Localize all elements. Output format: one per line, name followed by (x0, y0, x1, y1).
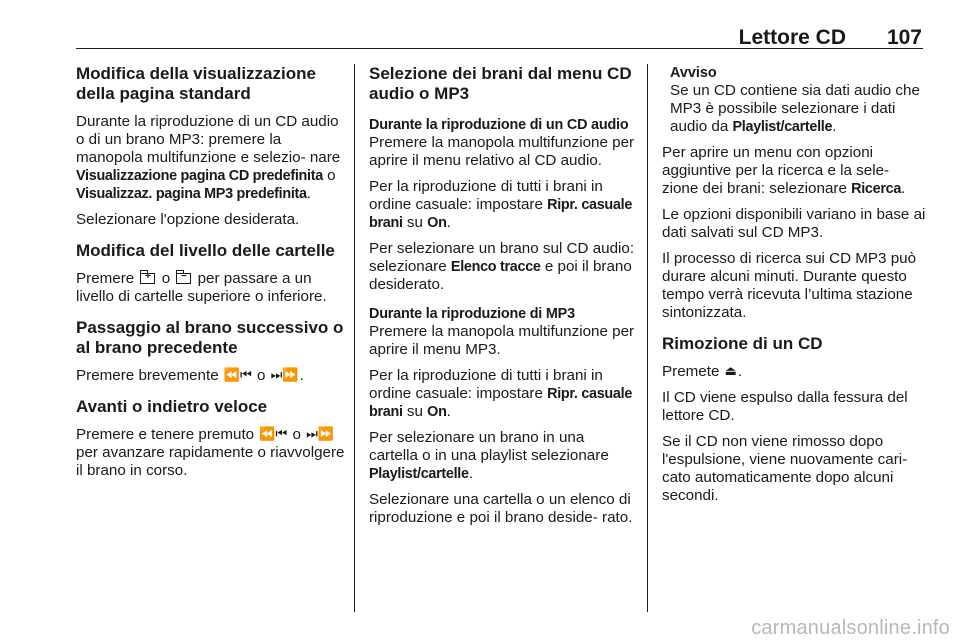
page-header (76, 14, 923, 49)
paragraph: Il processo di ricerca sui CD MP3 può durare alcuni minuti. Durante questo tempo verrà ricevuta l’ultima stazione sintonizzata. (662, 250, 917, 321)
paragraph: Per aprire un menu con opzioni aggiuntive per la ricerca e la sele- zione dei brani: selezionare Ricerca. (662, 144, 906, 197)
note-title: Avviso (670, 65, 717, 81)
paragraph: Le opzioni disponibili variano in base ai dati salvati sul CD MP3. (662, 206, 926, 241)
paragraph: Premere brevemente ⏪⏮ o ⏭⏩. (76, 367, 304, 384)
subsection-title: Durante la riproduzione di un CD audio (369, 117, 629, 133)
skip-back-icon: ⏪⏮ (223, 367, 252, 382)
eject-icon: ⏏ (724, 363, 737, 378)
paragraph: Per la riproduzione di tutti i brani in ordine casuale: impostare Ripr. casuale brani su On. (369, 178, 633, 231)
header-title: Lettore CD (738, 26, 846, 49)
note-text: Se un CD contiene sia dati audio che MP3 è possibile selezionare i dati audio da Playlist/cartelle. (670, 82, 920, 135)
note-box (662, 64, 926, 136)
column-divider (647, 64, 648, 612)
section-title: Avanti o indietro veloce (76, 397, 268, 416)
section-title: Selezione dei brani dal menu CD audio o MP3 (369, 64, 632, 103)
paragraph: Il CD viene espulso dalla fessura del lettore CD. (662, 389, 908, 424)
paragraph: Premere + o − per passare a un livello di cartelle superiore o inferiore. (76, 270, 327, 305)
section-title: Modifica della visualizzazione della pagina standard (76, 64, 316, 103)
folder-down-icon: − (176, 273, 191, 284)
page-number: 107 (886, 26, 922, 49)
watermark: carmanualsonline.info (751, 617, 950, 639)
section-title: Passaggio al brano successivo o al brano precedente (76, 318, 344, 357)
paragraph: Premere e tenere premuto ⏪⏮ o ⏭⏩ per avanzare rapidamente o riavvolgere il brano in corso. (76, 426, 345, 479)
paragraph: Se il CD non viene rimosso dopo l'espulsione, viene nuovamente cari- cato automaticamente dopo alcuni secondi. (662, 433, 908, 504)
paragraph: Selezionare l'opzione desiderata. (76, 211, 300, 228)
column-divider (354, 64, 355, 612)
skip-back-icon: ⏪⏮ (259, 426, 288, 441)
paragraph: Per selezionare un brano in una cartella o in una playlist selezionare Playlist/cartelle. (369, 429, 609, 482)
column-2 (369, 64, 635, 535)
paragraph: Per la riproduzione di tutti i brani in ordine casuale: impostare Ripr. casuale brani su On. (369, 367, 633, 420)
section-title: Rimozione di un CD (662, 334, 823, 353)
skip-forward-icon: ⏭⏩ (270, 367, 299, 382)
column-1 (76, 64, 348, 488)
paragraph: Selezionare una cartella o un elenco di riproduzione e poi il brano deside- rato. (369, 491, 633, 526)
paragraph: Per selezionare un brano sul CD audio: selezionare Elenco tracce e poi il brano desiderato. (369, 240, 635, 293)
paragraph: Durante la riproduzione di un CD audio o di un brano MP3: premere la manopola multifunzione e selezio- nare Visualizzazione pagina CD predefinita o Visualizzaz. pagina MP3 predefinita. (76, 113, 341, 202)
subsection-title: Durante la riproduzione di MP3 (369, 306, 575, 322)
paragraph: Premete ⏏. (662, 363, 743, 380)
paragraph: Premere la manopola multifunzione per aprire il menu MP3. (369, 323, 635, 358)
skip-forward-icon: ⏭⏩ (306, 426, 335, 441)
column-3 (662, 64, 926, 513)
folder-up-icon: + (140, 273, 155, 284)
section-title: Modifica del livello delle cartelle (76, 241, 335, 260)
paragraph: Premere la manopola multifunzione per aprire il menu relativo al CD audio. (369, 134, 635, 169)
